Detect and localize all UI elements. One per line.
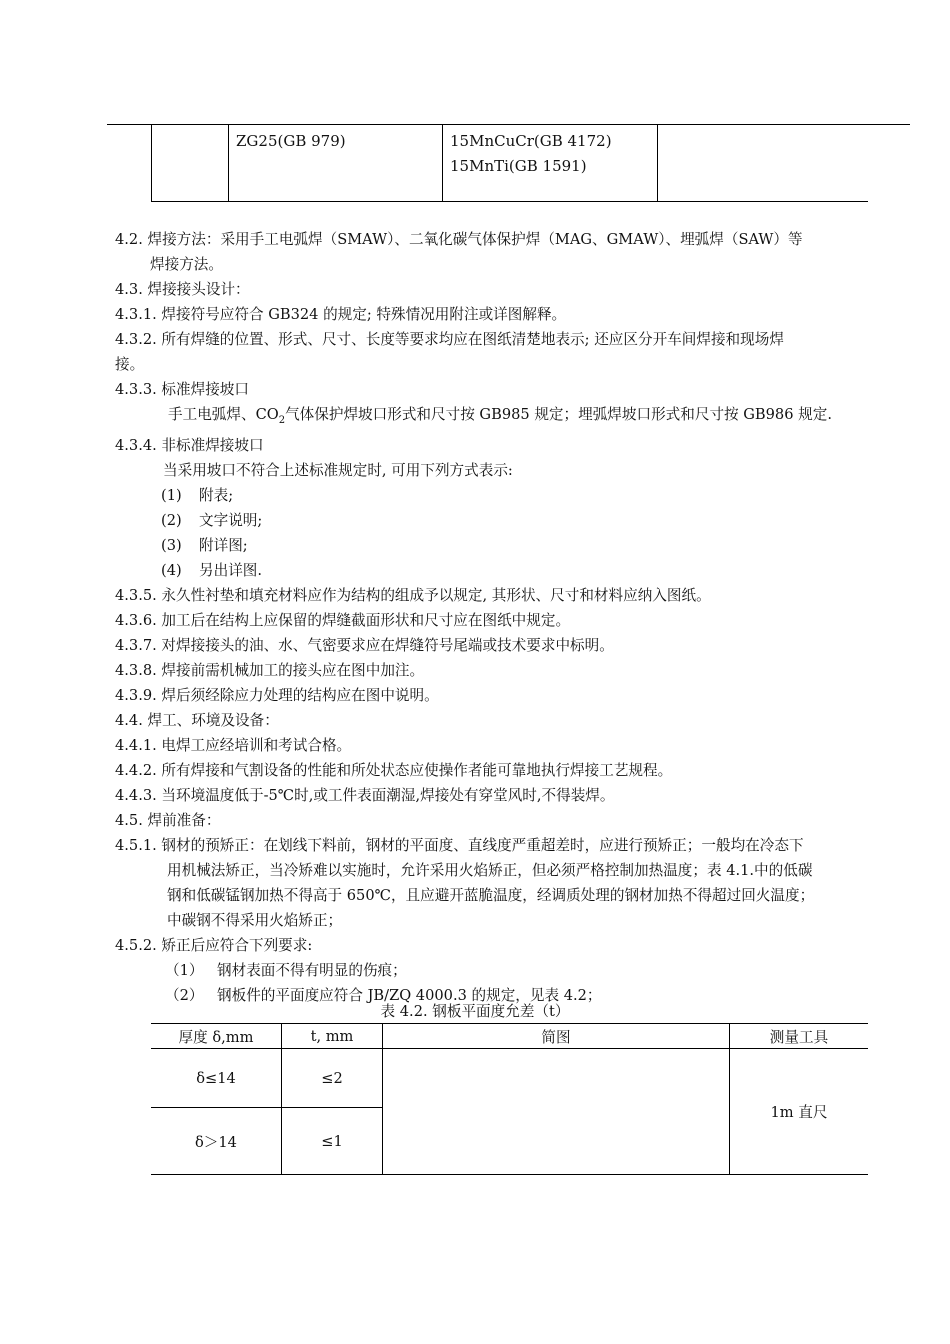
paragraph: 钢和低碳锰钢加热不得高于 650℃，且应避开蓝脆温度，经调质处理的钢材加热不得超过回火温度； [167, 886, 815, 904]
heading: 4.4. 焊工、环境及设备： [115, 711, 279, 729]
paragraph: 中碳钢不得采用火焰矫正； [167, 911, 343, 929]
list-number: (3) [161, 536, 182, 554]
paragraph: 焊接方法。 [150, 256, 223, 273]
text-span: 气体保护焊坡口形式和尺寸按 GB985 规定；埋弧焊坡口形式和尺寸按 GB986 规定. [285, 406, 832, 423]
paragraph: 4.3.9. 焊后须经除应力处理的结构应在图中说明。 [115, 686, 439, 704]
list-text: 文字说明; [199, 511, 263, 529]
table-cell [443, 125, 658, 202]
paragraph: 4.5.2. 矫正后应符合下列要求: [115, 936, 313, 954]
paragraph: 4.3.6. 加工后在结构上应保留的焊缝截面形状和尺寸应在图纸中规定。 [115, 611, 571, 629]
column-header: 测量工具 [730, 1024, 869, 1049]
table-cell [152, 125, 229, 202]
paragraph: 4.2. 焊接方法：采用手工电弧焊（SMAW）、二氧化碳气体保护焊（MAG、GMAW）、埋弧焊（SAW）等 [115, 231, 803, 248]
table-row [152, 125, 869, 202]
paragraph: 4.3.1. 焊接符号应符合 GB324 的规定; 特殊情况用附注或详图解释。 [115, 306, 567, 323]
heading: 4.3.3. 标准焊接坡口 [115, 381, 249, 398]
list-item [115, 533, 910, 558]
paragraph: 4.4.1. 电焊工应经培训和考试合格。 [115, 736, 352, 754]
list-text: 另出详图. [199, 561, 263, 579]
column-header: 厚度 δ,mm [151, 1024, 282, 1049]
list-number: （2） [165, 986, 204, 1004]
heading: 4.3.4. 非标准焊接坡口 [115, 436, 264, 454]
table-cell: ≤1 [282, 1108, 383, 1175]
table-cell [658, 125, 869, 202]
paragraph: 4.3.5. 永久性衬垫和填充材料应作为结构的组成予以规定, 其形状、尺寸和材料应纳入图纸。 [115, 586, 711, 604]
list-item [115, 508, 910, 533]
list-text: 钢材表面不得有明显的伤痕； [217, 961, 407, 979]
material-table [151, 125, 868, 202]
table-cell: 1m 直尺 [730, 1049, 869, 1175]
table-header-row [151, 1024, 868, 1049]
paragraph: 4.3.7. 对焊接接头的油、水、气密要求应在焊缝符号尾端或技术要求中标明。 [115, 636, 614, 654]
paragraph: 4.3.8. 焊接前需机械加工的接头应在图中加注。 [115, 661, 425, 679]
paragraph [115, 402, 910, 433]
list-number: （1） [165, 961, 204, 979]
table-cell: δ＞14 [151, 1108, 282, 1175]
table-cell: δ≤14 [151, 1049, 282, 1108]
paragraph: 4.4.3. 当环境温度低于-5℃时,或工件表面潮湿,焊接处有穿堂风时,不得装焊。 [115, 786, 615, 804]
paragraph: 当采用坡口不符合上述标准规定时, 可用下列方式表示: [163, 461, 513, 479]
list-text: 附详图; [199, 536, 248, 554]
table-cell: ZG25(GB 979) [229, 125, 443, 202]
heading: 4.5. 焊前准备： [115, 811, 221, 829]
list-number: (2) [161, 511, 182, 529]
flatness-table [151, 1023, 868, 1175]
list-number: (4) [161, 561, 182, 579]
table-cell: ≤2 [282, 1049, 383, 1108]
paragraph: 4.4.2. 所有焊接和气割设备的性能和所处状态应使操作者能可靠地执行焊接工艺规程。 [115, 761, 673, 779]
diagram-cell [383, 1049, 730, 1175]
table-row [151, 1049, 868, 1108]
paragraph: 4.5.1. 钢材的预矫正：在划线下料前，钢材的平面度、直线度严重超差时，应进行预矫正；一般均在冷态下 [115, 836, 804, 854]
list-item [115, 483, 910, 508]
list-number: (1) [161, 486, 182, 504]
subscript: 2 [278, 414, 286, 426]
column-header: 简图 [383, 1024, 730, 1049]
table-caption: 表 4.2. 钢板平面度允差（t） [380, 1003, 570, 1020]
text-span: 手工电弧焊、CO [168, 406, 279, 423]
paragraph: 用机械法矫正，当冷矫难以实施时，允许采用火焰矫正，但必须严格控制加热温度；表 4.1.中的低碳 [167, 861, 813, 879]
list-text: 钢板件的平面度应符合 JB/ZQ 4000.3 的规定，见表 4.2； [217, 986, 602, 1004]
list-item [115, 558, 910, 583]
heading: 4.3. 焊接接头设计： [115, 281, 250, 298]
list-text: 附表; [199, 486, 234, 504]
paragraph: 接。 [115, 356, 145, 373]
list-item [115, 958, 910, 983]
body-text [115, 227, 910, 1008]
cell-line: 15MnTi(GB 1591) [450, 157, 587, 175]
cell-line: 15MnCuCr(GB 4172) [450, 132, 612, 150]
paragraph: 4.3.2. 所有焊缝的位置、形式、尺寸、长度等要求均应在图纸清楚地表示; 还应区分开车间焊接和现场焊 [115, 331, 784, 348]
column-header: t, mm [282, 1024, 383, 1049]
